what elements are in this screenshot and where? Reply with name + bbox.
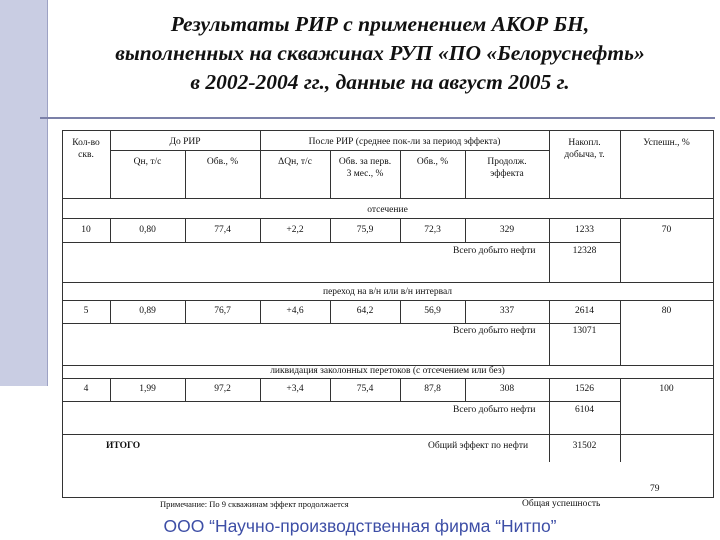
header-cumulative-production: Накопл. добыча, т. <box>564 138 605 160</box>
cell-qn: 1,99 <box>139 384 156 394</box>
group-label-cutoff: отсечение <box>367 205 408 215</box>
cell-success: 100 <box>659 384 674 394</box>
cell-duration: 308 <box>499 384 515 394</box>
cell-water-cut-3-months: 75,4 <box>356 384 374 394</box>
cell-water-cut-before: 76,7 <box>214 306 231 316</box>
cell-cumulative: 2614 <box>575 306 594 316</box>
cell-delta-qn: +3,4 <box>286 384 304 394</box>
total-oil-value: 13071 <box>572 326 597 336</box>
cell-count: 5 <box>83 306 89 316</box>
header-after-rir: После РИР (среднее пок-ли за период эффекта) <box>308 137 501 147</box>
cell-delta-qn: +2,2 <box>286 225 304 235</box>
overall-success-value: 79 <box>650 484 660 494</box>
total-oil-value: 12328 <box>572 246 597 256</box>
cell-water-cut-before: 97,2 <box>214 384 231 394</box>
total-effect-value: 31502 <box>572 441 597 451</box>
header-water-cut-3-months: Обв. за перв. 3 мес., % <box>338 157 392 179</box>
title-line-2: выполненных на скважинах РУП «ПО «Белоруснефть» <box>115 41 645 65</box>
cell-water-cut-3-months: 64,2 <box>356 306 374 316</box>
total-oil-label: Всего добыто нефти <box>453 246 536 256</box>
cell-duration: 337 <box>499 306 515 316</box>
cell-count: 4 <box>83 384 89 394</box>
header-success-rate: Успешн., % <box>643 138 690 148</box>
cell-water-cut-before: 77,4 <box>214 225 231 235</box>
itogo-label: ИТОГО <box>106 441 141 451</box>
footnote: Примечание: По 9 скважинам эффект продолжается <box>160 499 349 509</box>
cell-water-cut-3-months: 75,9 <box>356 225 374 235</box>
cell-success: 80 <box>661 306 672 316</box>
cell-delta-qn: +4,6 <box>286 306 304 316</box>
cell-qn: 0,80 <box>139 225 156 235</box>
group-label-crossflow-elimination: ликвидация заколонных перетоков (с отсечением или без) <box>270 366 505 376</box>
total-oil-label: Всего добыто нефти <box>453 405 536 415</box>
title-line-1: Результаты РИР с применением АКОР БН, <box>170 12 590 36</box>
cell-qn: 0,89 <box>139 306 156 316</box>
cell-water-cut-after: 56,9 <box>424 306 441 316</box>
header-water-cut-after: Обв., % <box>416 157 449 167</box>
header-effect-duration: Продолж. эффекта <box>487 157 527 179</box>
cell-water-cut-after: 72,3 <box>424 225 441 235</box>
overall-success-label: Общая успешность <box>522 499 601 509</box>
header-well-count: Кол-во скв. <box>72 138 100 160</box>
cell-water-cut-after: 87,8 <box>424 384 441 394</box>
cell-duration: 329 <box>499 225 515 235</box>
title-line-3: в 2002-2004 гг., данные на август 2005 г. <box>190 70 570 94</box>
cell-cumulative: 1233 <box>575 225 594 235</box>
header-water-cut-before: Обв., % <box>206 157 239 167</box>
total-oil-label: Всего добыто нефти <box>453 326 536 336</box>
group-label-interval-transfer: переход на в/н или в/н интервал <box>322 287 453 297</box>
cell-count: 10 <box>81 225 91 235</box>
header-delta-qn: ΔQн, т/с <box>278 157 312 167</box>
cell-cumulative: 1526 <box>575 384 594 394</box>
total-oil-value: 6104 <box>575 405 594 415</box>
header-qn-before: Qн, т/с <box>133 157 162 167</box>
total-effect-label: Общий эффект по нефти <box>428 441 529 451</box>
cell-success: 70 <box>661 225 672 235</box>
header-before-rir: До РИР <box>169 137 201 147</box>
company-footer: ООО “Научно-производственная фирма “Нитпо” <box>163 516 557 536</box>
